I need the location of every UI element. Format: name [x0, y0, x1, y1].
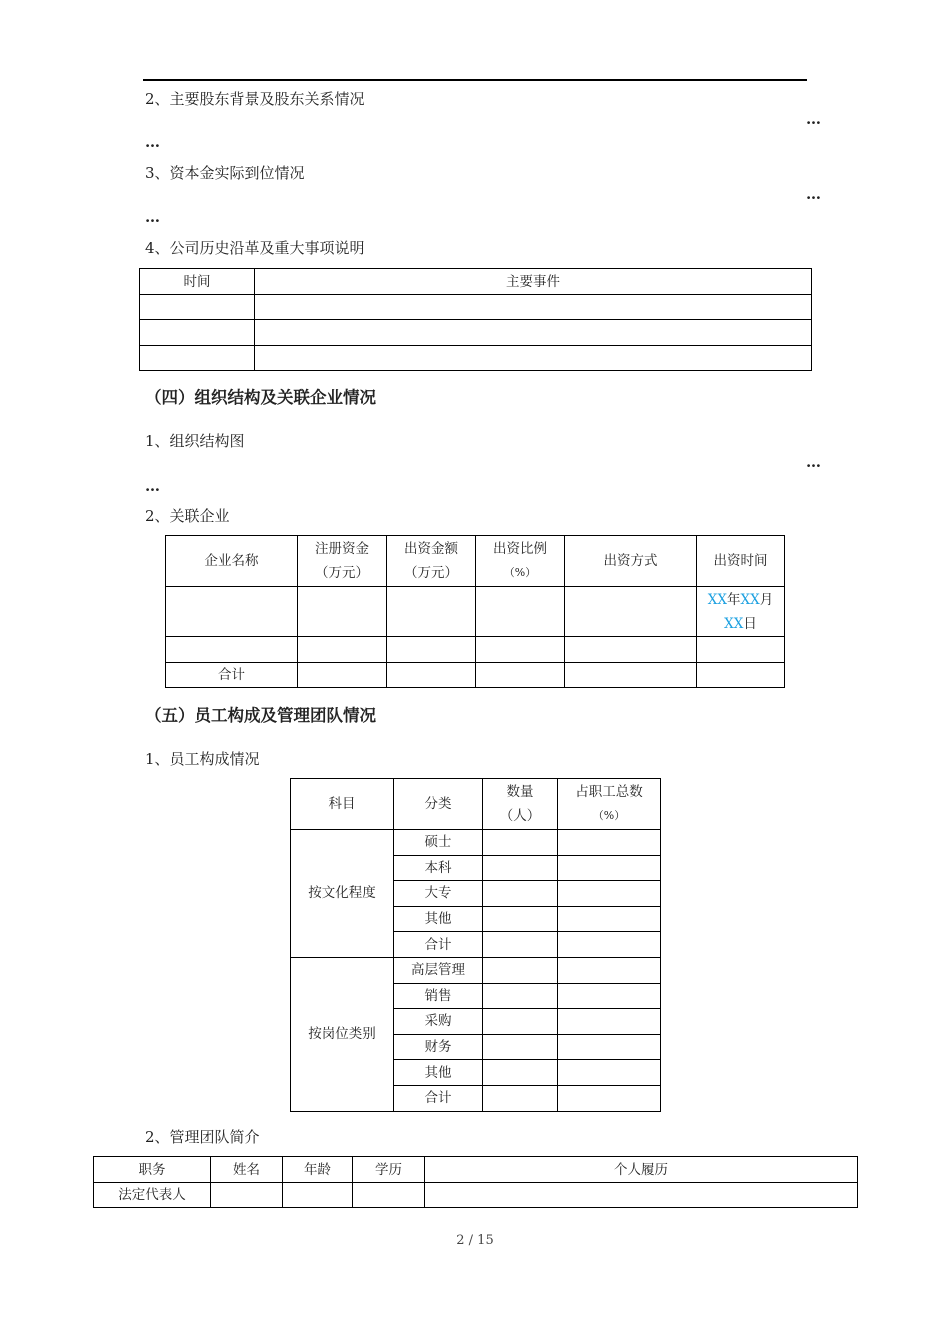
category-cell: 本科 — [394, 855, 483, 881]
investment-date-cell: XX年XX月 XX日 — [697, 587, 785, 637]
category-cell: 硕士 — [394, 830, 483, 856]
table-cell — [140, 295, 255, 320]
total-row — [166, 663, 785, 688]
table-header: 时间 — [140, 269, 255, 295]
table-cell — [140, 346, 255, 371]
staff-composition-table — [290, 778, 661, 1112]
table-header: 主要事件 — [255, 269, 812, 295]
management-team-title: 2、管理团队简介 — [145, 1128, 260, 1146]
section-heading-4: （四）组织结构及关联企业情况 — [145, 388, 376, 407]
table-row — [166, 587, 785, 637]
table-cell: 法定代表人 — [94, 1183, 211, 1208]
org-chart-title: 1、组织结构图 — [145, 432, 245, 450]
table-header: 数量 （人） — [483, 779, 558, 830]
table-cell — [283, 1183, 353, 1208]
table-row — [291, 830, 661, 856]
company-history-title: 4、公司历史沿革及重大事项说明 — [145, 239, 365, 257]
category-cell: 合计 — [394, 932, 483, 958]
ellipsis-left: … — [145, 208, 161, 226]
total-label: 合计 — [166, 663, 298, 688]
related-companies-table — [165, 535, 785, 688]
table-row — [140, 346, 812, 371]
table-row — [94, 1183, 858, 1208]
category-cell: 采购 — [394, 1009, 483, 1035]
category-cell: 销售 — [394, 983, 483, 1009]
table-row — [140, 320, 812, 346]
table-cell — [353, 1183, 425, 1208]
year-placeholder: XX — [707, 591, 727, 608]
category-cell: 大专 — [394, 881, 483, 907]
table-header: 年龄 — [283, 1157, 353, 1183]
staff-composition-title: 1、员工构成情况 — [145, 750, 260, 768]
group-label: 按文化程度 — [291, 830, 394, 958]
table-header: 出资金额 （万元） — [387, 536, 476, 587]
table-row — [291, 957, 661, 983]
table-cell — [425, 1183, 858, 1208]
table-header: 职务 — [94, 1157, 211, 1183]
category-cell: 财务 — [394, 1034, 483, 1060]
table-header: 科目 — [291, 779, 394, 830]
ellipsis-right: … — [806, 453, 822, 471]
table-header: 注册资金 （万元） — [298, 536, 387, 587]
table-cell — [255, 295, 812, 320]
capital-status-title: 3、资本金实际到位情况 — [145, 164, 305, 182]
table-header: 占职工总数 （%） — [558, 779, 661, 830]
ellipsis-left: … — [145, 133, 161, 151]
table-header: 分类 — [394, 779, 483, 830]
ellipsis-left: … — [145, 477, 161, 495]
month-placeholder: XX — [740, 591, 760, 608]
table-header: 学历 — [353, 1157, 425, 1183]
day-placeholder: XX — [724, 615, 744, 632]
history-table — [139, 268, 812, 371]
page-number: 2 / 15 — [456, 1233, 494, 1248]
table-header: 企业名称 — [166, 536, 298, 587]
table-header: 姓名 — [211, 1157, 283, 1183]
table-cell — [255, 320, 812, 346]
table-cell — [255, 346, 812, 371]
table-header: 个人履历 — [425, 1157, 858, 1183]
table-row — [166, 637, 785, 663]
section-heading-5: （五）员工构成及管理团队情况 — [145, 706, 376, 725]
category-cell: 其他 — [394, 906, 483, 932]
group-label: 按岗位类别 — [291, 957, 394, 1111]
header-rule — [143, 79, 807, 81]
table-cell — [211, 1183, 283, 1208]
table-header: 出资方式 — [565, 536, 697, 587]
ellipsis-right: … — [806, 185, 822, 203]
category-cell: 高层管理 — [394, 957, 483, 983]
table-row — [140, 295, 812, 320]
shareholder-background-title: 2、主要股东背景及股东关系情况 — [145, 90, 365, 108]
management-team-table — [93, 1156, 858, 1208]
table-header: 出资比例 （%） — [476, 536, 565, 587]
category-cell: 合计 — [394, 1085, 483, 1111]
table-header: 出资时间 — [697, 536, 785, 587]
category-cell: 其他 — [394, 1060, 483, 1086]
table-cell — [140, 320, 255, 346]
ellipsis-right: … — [806, 110, 822, 128]
related-companies-title: 2、关联企业 — [145, 507, 230, 525]
